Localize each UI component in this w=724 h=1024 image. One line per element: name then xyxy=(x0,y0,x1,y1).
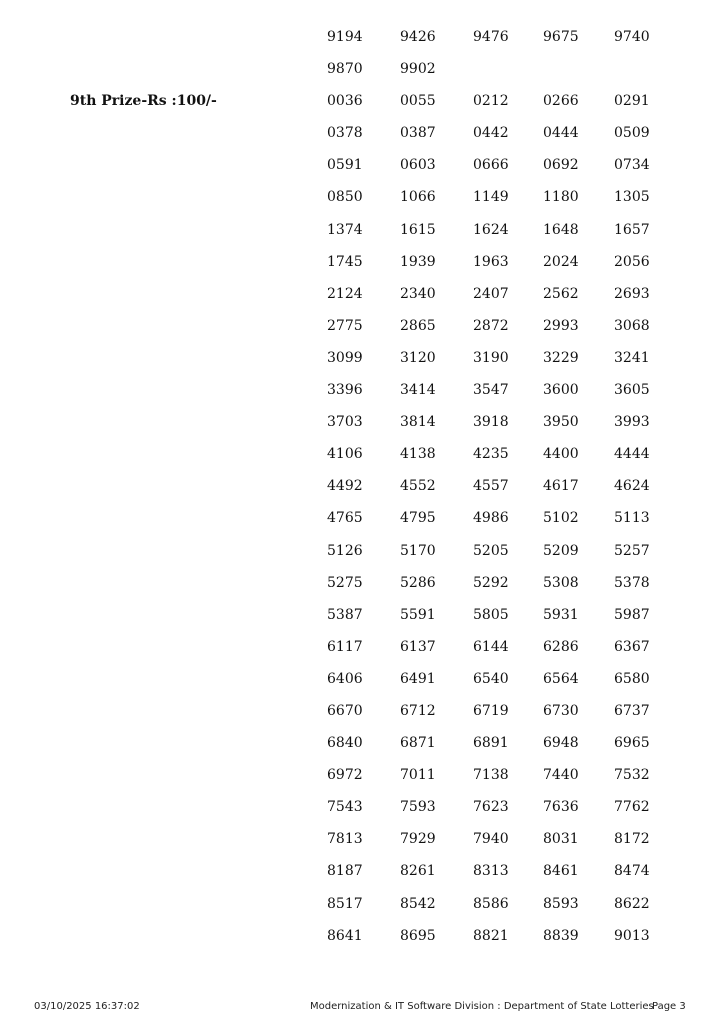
ticket-number: 6367 xyxy=(614,638,650,655)
ticket-number: 4444 xyxy=(614,446,650,463)
ticket-number: 4795 xyxy=(400,510,436,527)
ticket-number: 5209 xyxy=(543,542,579,559)
ticket-number: 8313 xyxy=(473,863,509,880)
ticket-number: 7543 xyxy=(327,799,363,816)
ticket-number: 8839 xyxy=(543,927,579,944)
ticket-number: 1374 xyxy=(327,221,363,238)
ticket-number: 3396 xyxy=(327,382,363,399)
ticket-number: 4138 xyxy=(400,446,436,463)
ticket-number: 1939 xyxy=(400,253,436,270)
number-row xyxy=(327,349,667,381)
ticket-number: 0442 xyxy=(473,125,509,142)
ticket-number: 6670 xyxy=(327,702,363,719)
number-row xyxy=(327,253,667,285)
ticket-number: 2865 xyxy=(400,317,436,334)
ticket-number: 5805 xyxy=(473,606,509,623)
ticket-number: 0212 xyxy=(473,93,509,110)
ticket-number: 8641 xyxy=(327,927,363,944)
number-row xyxy=(327,509,667,541)
ticket-number: 8593 xyxy=(543,895,579,912)
ticket-number: 3950 xyxy=(543,414,579,431)
ticket-number: 5113 xyxy=(614,510,650,527)
ticket-number: 4106 xyxy=(327,446,363,463)
ticket-number: 5126 xyxy=(327,542,363,559)
number-row xyxy=(327,124,667,156)
ticket-number: 8261 xyxy=(400,863,436,880)
ticket-number: 6891 xyxy=(473,735,509,752)
page-footer xyxy=(0,1000,724,1014)
ticket-number: 3605 xyxy=(614,382,650,399)
number-row xyxy=(327,670,667,702)
ticket-number: 5292 xyxy=(473,574,509,591)
ticket-number: 3703 xyxy=(327,414,363,431)
ticket-number: 6719 xyxy=(473,702,509,719)
ticket-number: 6286 xyxy=(543,638,579,655)
number-row xyxy=(327,28,667,60)
ticket-number: 8031 xyxy=(543,831,579,848)
ticket-number: 1657 xyxy=(614,221,650,238)
ticket-number: 4986 xyxy=(473,510,509,527)
ticket-number: 0291 xyxy=(614,93,650,110)
ticket-number: 7929 xyxy=(400,831,436,848)
footer-timestamp: 03/10/2025 16:37:02 xyxy=(34,1001,140,1012)
ticket-number: 8461 xyxy=(543,863,579,880)
ticket-number: 5102 xyxy=(543,510,579,527)
ticket-number: 8695 xyxy=(400,927,436,944)
number-row xyxy=(327,317,667,349)
ticket-number: 4624 xyxy=(614,478,650,495)
ticket-number: 9194 xyxy=(327,29,363,45)
ticket-number: 2124 xyxy=(327,285,363,302)
ticket-number: 7623 xyxy=(473,799,509,816)
ticket-number: 7138 xyxy=(473,767,509,784)
ticket-number: 8622 xyxy=(614,895,650,912)
number-row xyxy=(327,445,667,477)
ticket-number: 3229 xyxy=(543,349,579,366)
ticket-number: 6840 xyxy=(327,735,363,752)
ticket-number: 7813 xyxy=(327,831,363,848)
ticket-number: 4557 xyxy=(473,478,509,495)
ticket-number: 7440 xyxy=(543,767,579,784)
ticket-number: 2993 xyxy=(543,317,579,334)
ticket-number: 3993 xyxy=(614,414,650,431)
ticket-number: 5257 xyxy=(614,542,650,559)
number-row xyxy=(327,638,667,670)
ticket-number: 1963 xyxy=(473,253,509,270)
ticket-number: 9870 xyxy=(327,61,363,78)
number-row xyxy=(327,830,667,862)
ticket-number: 3547 xyxy=(473,382,509,399)
number-row xyxy=(327,285,667,317)
number-row xyxy=(327,92,667,124)
ticket-number: 3600 xyxy=(543,382,579,399)
ticket-number: 5387 xyxy=(327,606,363,623)
prize-label: 9th Prize-Rs :100/- xyxy=(70,93,217,109)
ticket-number: 4765 xyxy=(327,510,363,527)
number-row xyxy=(327,895,667,927)
ticket-number: 6972 xyxy=(327,767,363,784)
footer-division: Modernization & IT Software Division : Department of State Lotteries xyxy=(310,1001,654,1012)
ticket-number: 0692 xyxy=(543,157,579,174)
ticket-number: 0378 xyxy=(327,125,363,142)
ticket-number: 4235 xyxy=(473,446,509,463)
ticket-number: 2024 xyxy=(543,253,579,270)
ticket-number: 6564 xyxy=(543,670,579,687)
ticket-number: 7011 xyxy=(400,767,436,784)
ticket-number: 4552 xyxy=(400,478,436,495)
ticket-number: 1066 xyxy=(400,189,436,206)
ticket-number: 2407 xyxy=(473,285,509,302)
ticket-number: 1615 xyxy=(400,221,436,238)
ticket-number: 0509 xyxy=(614,125,650,142)
number-row xyxy=(327,188,667,220)
ticket-number: 6406 xyxy=(327,670,363,687)
ticket-number: 6871 xyxy=(400,735,436,752)
ticket-number: 6540 xyxy=(473,670,509,687)
ticket-number: 0387 xyxy=(400,125,436,142)
ticket-number: 7762 xyxy=(614,799,650,816)
number-row xyxy=(327,60,667,92)
ticket-number: 4492 xyxy=(327,478,363,495)
footer-page-number: Page 3 xyxy=(652,1001,686,1012)
ticket-number: 1149 xyxy=(473,189,509,206)
ticket-number: 6712 xyxy=(400,702,436,719)
ticket-number: 2872 xyxy=(473,317,509,334)
ticket-number: 2693 xyxy=(614,285,650,302)
ticket-number: 5170 xyxy=(400,542,436,559)
ticket-number: 9426 xyxy=(400,29,436,45)
ticket-number: 8586 xyxy=(473,895,509,912)
ticket-number: 6730 xyxy=(543,702,579,719)
ticket-number: 3241 xyxy=(614,349,650,366)
ticket-number: 0055 xyxy=(400,93,436,110)
ticket-number: 8187 xyxy=(327,863,363,880)
number-row xyxy=(327,413,667,445)
ticket-number: 8172 xyxy=(614,831,650,848)
ticket-number: 2775 xyxy=(327,317,363,334)
number-row xyxy=(327,766,667,798)
number-row xyxy=(327,477,667,509)
ticket-number: 0036 xyxy=(327,93,363,110)
ticket-number: 5987 xyxy=(614,606,650,623)
ticket-number: 8821 xyxy=(473,927,509,944)
ticket-number: 3068 xyxy=(614,317,650,334)
ticket-number: 5378 xyxy=(614,574,650,591)
ticket-numbers-grid xyxy=(327,28,667,959)
ticket-number: 5205 xyxy=(473,542,509,559)
number-row xyxy=(327,221,667,253)
ticket-number: 7940 xyxy=(473,831,509,848)
ticket-number: 5931 xyxy=(543,606,579,623)
ticket-number: 0850 xyxy=(327,189,363,206)
ticket-number: 6117 xyxy=(327,638,363,655)
ticket-number: 9902 xyxy=(400,61,436,78)
ticket-number: 6965 xyxy=(614,735,650,752)
ticket-number: 7532 xyxy=(614,767,650,784)
ticket-number: 1624 xyxy=(473,221,509,238)
ticket-number: 0666 xyxy=(473,157,509,174)
ticket-number: 6580 xyxy=(614,670,650,687)
ticket-number: 8474 xyxy=(614,863,650,880)
ticket-number: 2340 xyxy=(400,285,436,302)
ticket-number: 2562 xyxy=(543,285,579,302)
ticket-number: 3120 xyxy=(400,349,436,366)
ticket-number: 6948 xyxy=(543,735,579,752)
ticket-number: 6491 xyxy=(400,670,436,687)
ticket-number: 8542 xyxy=(400,895,436,912)
ticket-number: 1305 xyxy=(614,189,650,206)
ticket-number: 2056 xyxy=(614,253,650,270)
ticket-number: 7593 xyxy=(400,799,436,816)
ticket-number: 9013 xyxy=(614,927,650,944)
number-row xyxy=(327,862,667,894)
number-row xyxy=(327,798,667,830)
ticket-number: 3414 xyxy=(400,382,436,399)
ticket-number: 8517 xyxy=(327,895,363,912)
ticket-number: 3190 xyxy=(473,349,509,366)
number-row xyxy=(327,702,667,734)
ticket-number: 1745 xyxy=(327,253,363,270)
number-row xyxy=(327,606,667,638)
ticket-number: 0266 xyxy=(543,93,579,110)
ticket-number: 0603 xyxy=(400,157,436,174)
ticket-number: 0444 xyxy=(543,125,579,142)
number-row xyxy=(327,381,667,413)
ticket-number: 5591 xyxy=(400,606,436,623)
ticket-number: 5308 xyxy=(543,574,579,591)
number-row xyxy=(327,542,667,574)
ticket-number: 9675 xyxy=(543,29,579,45)
ticket-number: 9740 xyxy=(614,29,650,45)
number-row xyxy=(327,734,667,766)
ticket-number: 1180 xyxy=(543,189,579,206)
number-row xyxy=(327,927,667,959)
ticket-number: 3099 xyxy=(327,349,363,366)
ticket-number: 5286 xyxy=(400,574,436,591)
ticket-number: 4400 xyxy=(543,446,579,463)
ticket-number: 0591 xyxy=(327,157,363,174)
ticket-number: 3918 xyxy=(473,414,509,431)
number-row xyxy=(327,156,667,188)
ticket-number: 6144 xyxy=(473,638,509,655)
ticket-number: 1648 xyxy=(543,221,579,238)
ticket-number: 9476 xyxy=(473,29,509,45)
ticket-number: 6737 xyxy=(614,702,650,719)
ticket-number: 6137 xyxy=(400,638,436,655)
ticket-number: 4617 xyxy=(543,478,579,495)
ticket-number: 3814 xyxy=(400,414,436,431)
ticket-number: 5275 xyxy=(327,574,363,591)
ticket-number: 7636 xyxy=(543,799,579,816)
ticket-number: 0734 xyxy=(614,157,650,174)
number-row xyxy=(327,574,667,606)
